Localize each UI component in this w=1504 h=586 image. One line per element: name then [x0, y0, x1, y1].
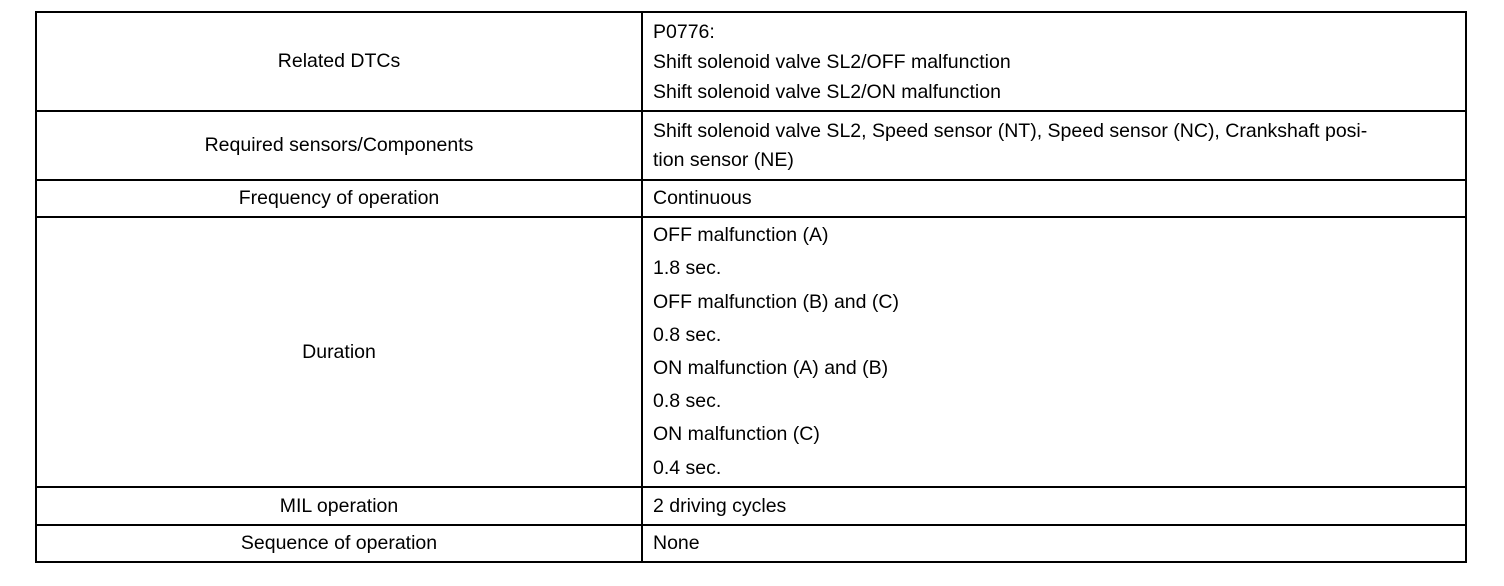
duration-time: 0.4 sec. — [653, 456, 722, 479]
row-label: Required sensors/Components — [36, 111, 642, 180]
row-value — [642, 12, 1466, 111]
table-row-sequence — [36, 525, 1466, 562]
row-value: None — [642, 525, 1466, 562]
row-value — [642, 217, 1466, 487]
duration-time: 1.8 sec. — [653, 257, 722, 280]
table-row-frequency — [36, 180, 1466, 217]
dtc-description: Shift solenoid valve SL2/ON malfunction — [653, 80, 1001, 103]
duration-time: 0.8 sec. — [653, 323, 722, 346]
row-label: Frequency of operation — [36, 180, 642, 217]
duration-time: 0.8 sec. — [653, 390, 722, 413]
required-sensors-line: tion sensor (NE) — [653, 148, 794, 171]
row-value — [642, 111, 1466, 180]
table-row-required-sensors — [36, 111, 1466, 180]
table-row-related-dtcs — [36, 12, 1466, 111]
row-value: 2 driving cycles — [642, 487, 1466, 525]
monitor-spec-table — [35, 11, 1467, 563]
table-row-mil-operation — [36, 487, 1466, 525]
row-label: Sequence of operation — [36, 525, 642, 562]
duration-condition: OFF malfunction (B) and (C) — [653, 290, 899, 313]
table-row-duration — [36, 217, 1466, 487]
duration-condition: ON malfunction (A) and (B) — [653, 357, 889, 379]
required-sensors-line: Shift solenoid valve SL2, Speed sensor (NT), Speed sensor (NC), Crankshaft posi- — [653, 119, 1368, 142]
duration-condition: ON malfunction (C) — [653, 423, 820, 446]
dtc-code: P0776: — [653, 20, 715, 43]
row-label: MIL operation — [36, 487, 642, 525]
duration-condition: OFF malfunction (A) — [653, 224, 829, 247]
row-value: Continuous — [642, 180, 1466, 217]
row-label: Duration — [36, 217, 642, 487]
dtc-description: Shift solenoid valve SL2/OFF malfunction — [653, 50, 1011, 73]
row-label: Related DTCs — [36, 12, 642, 111]
